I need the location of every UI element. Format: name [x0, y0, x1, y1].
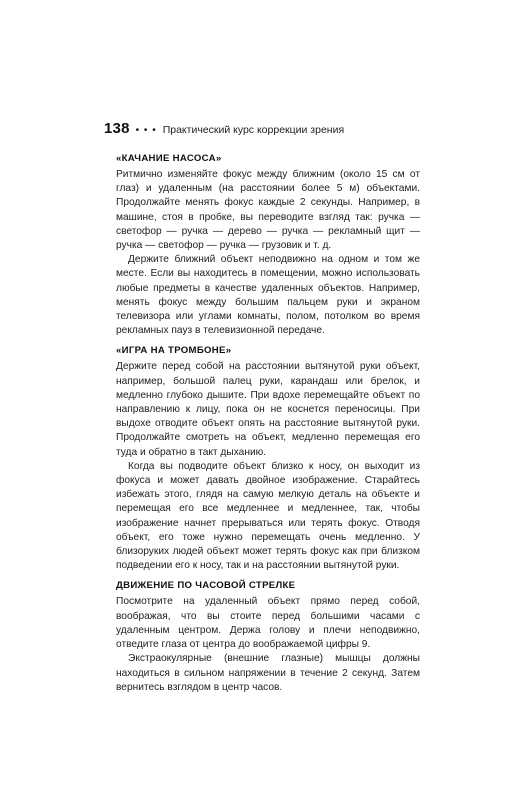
paragraph: Ритмично изменяйте фокус между ближним (около 15 см от глаз) и удаленным (на расстоянии более 5 м) объектами. Продолжайте менять фокус каждые 2 секунды. Например, в машине, стоя в пробке, вы переводите взгляд так: ручка — светофор — ручка — дерево — ручка — рекламный щит — ручка — светофор — ручка — грузовик и т. д. — [116, 169, 420, 252]
section-heading: ДВИЖЕНИЕ ПО ЧАСОВОЙ СТРЕЛКЕ — [116, 580, 296, 592]
paragraph: Экстраокулярные (внешние глазные) мышцы должны находиться в сильном напряжении в течение 2 секунд. Затем вернитесь взглядом в центр часов. — [116, 653, 420, 693]
section-heading: «ИГРА НА ТРОМБОНЕ» — [116, 345, 232, 357]
paragraph: Держите перед собой на расстоянии вытянутой руки объект, например, большой палец руки, карандаш или брелок, и медленно глубоко дышите. При вдохе перемещайте объект по направлению к лицу, пока он не коснется переносицы. При выдохе отводите объект опять на расстояние вытянутой руки. Продолжайте смотреть на объект, медленно перемещая его туда и обратно в такт дыханию. — [116, 361, 420, 458]
paragraph: Посмотрите на удаленный объект прямо перед собой, воображая, что вы стоите перед большими часами с удаленным центром. Держа голову и плечи неподвижно, отведите глаза от центра до воображаемой цифры 9. — [116, 596, 420, 651]
page-number: 138 — [104, 120, 130, 137]
section-heading: «КАЧАНИЕ НАСОСА» — [116, 153, 222, 164]
paragraph: Держите ближний объект неподвижно на одном и том же месте. Если вы находитесь в помещении, можно использовать любые предметы в качестве удаленных объектов. Например, менять фокус между большим пальцем руки и экраном телевизора или углами комнаты, полом, потолком во время рекламных пауз в телевизионной передаче. — [116, 254, 420, 337]
running-title: Практический курс коррекции зрения — [162, 124, 345, 136]
paragraph: Когда вы подводите объект близко к носу, он выходит из фокуса и может давать двойное изображение. Старайтесь избежать этого, глядя на самую мелкую деталь на объекте и перемещая его все медленнее и медленнее, так, чтобы изображение начнет прерываться или терять фокус. Отводя объект, его тоже нужно перемещать очень медленно. У близоруких людей объект может терять фокус как при близком подведении его к носу, так и на расстоянии вытянутой руки. — [116, 460, 420, 572]
page-body — [116, 152, 420, 695]
page-header — [104, 120, 424, 136]
header-bullet-dots: • • • — [135, 125, 157, 136]
